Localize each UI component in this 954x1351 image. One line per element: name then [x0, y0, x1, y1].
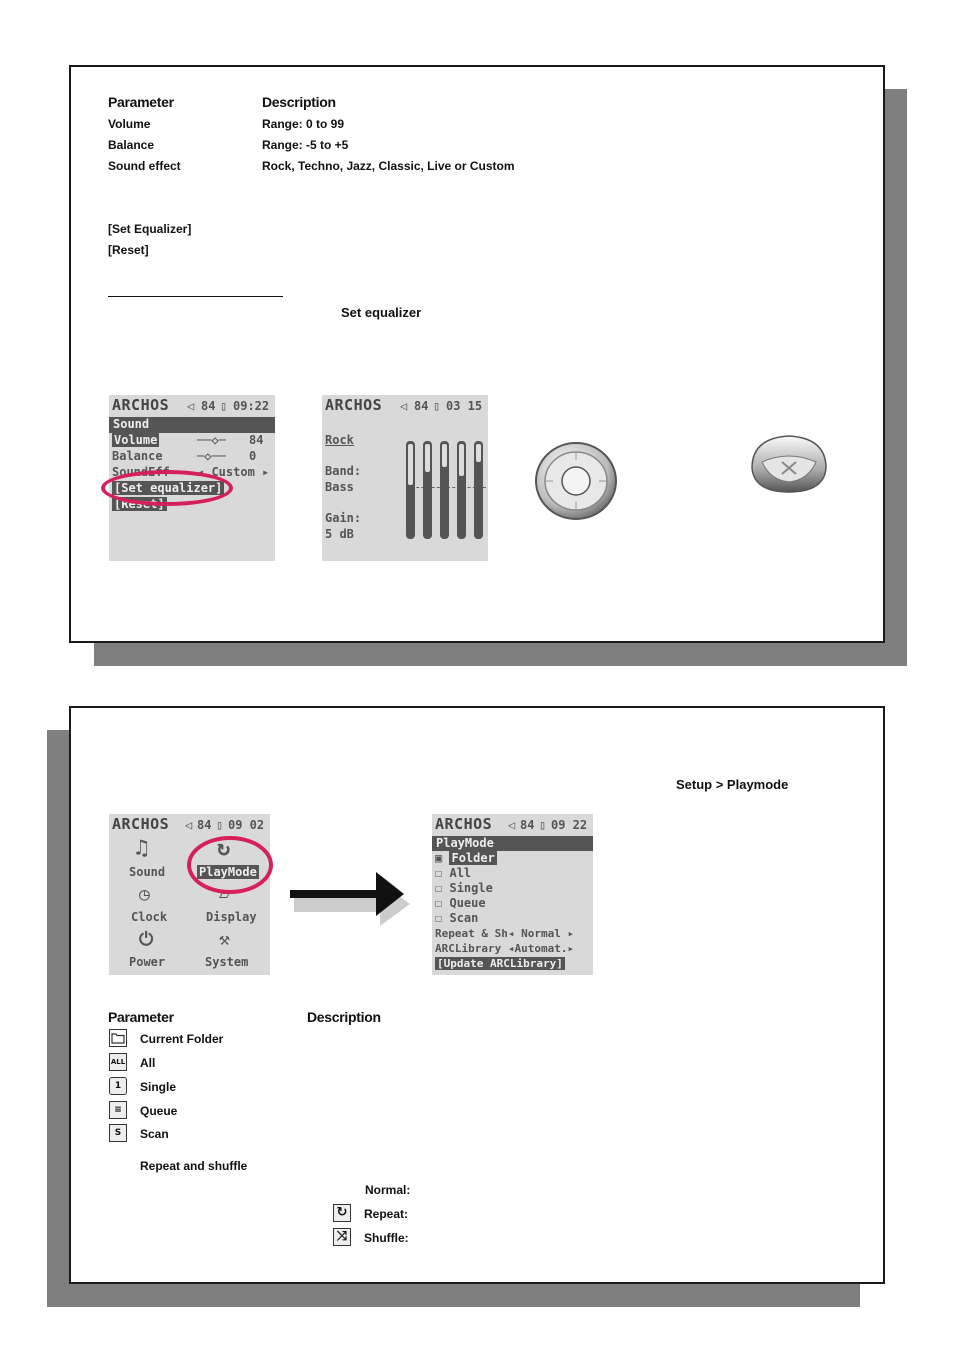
eq-band-fill	[408, 444, 413, 485]
lcd-playmode-screen	[432, 814, 593, 975]
update-arclibrary-button[interactable]: [Update ARCLibrary]	[437, 957, 563, 970]
highlight-circle	[101, 470, 233, 506]
menu-item-power[interactable]: Power	[129, 955, 166, 969]
eq-band-fill	[442, 444, 447, 467]
column-header-parameter: Parameter	[108, 1009, 174, 1025]
param-single: Single	[140, 1080, 177, 1094]
equalizer-bars	[406, 441, 486, 539]
menu-item-sound[interactable]: Sound	[129, 865, 166, 879]
eq-band-fill	[459, 444, 464, 476]
lcd-set-equalizer[interactable]: [Set equalizer]	[114, 481, 223, 495]
column-header-description: Description	[262, 94, 336, 110]
display-icon: ▱	[219, 884, 230, 905]
divider	[108, 296, 283, 297]
highlight-circle	[187, 836, 273, 894]
mode-shuffle: Shuffle:	[364, 1231, 409, 1245]
power-icon: ⏻	[139, 929, 154, 950]
param-reset: [Reset]	[108, 243, 149, 257]
volume-slider-icon: ──◇─	[197, 433, 226, 447]
lcd-band-label: Band:	[325, 464, 362, 478]
lcd-equalizer-screen	[322, 395, 488, 561]
playmode-panel	[69, 706, 885, 1284]
param-current-folder: Current Folder	[140, 1032, 224, 1046]
param-queue: Queue	[140, 1104, 178, 1118]
folder-icon	[109, 1029, 127, 1047]
balance-slider-icon: ─◇──	[197, 449, 226, 463]
lcd-time: 03 15	[446, 399, 483, 413]
queue-icon: ≡	[109, 1101, 127, 1119]
param-repeat-shuffle: Repeat and shuffle	[140, 1159, 248, 1173]
eq-band-bar[interactable]	[474, 441, 483, 539]
option-folder[interactable]: ▣ Folder	[435, 851, 495, 865]
param-sound-effect: Sound effect	[108, 159, 181, 173]
repeat-setting[interactable]: Repeat & Sh◂ Normal ▸	[435, 927, 575, 940]
speaker-icon: ◁	[400, 399, 408, 413]
eq-band-fill	[476, 444, 481, 462]
scan-icon: S	[109, 1124, 127, 1142]
battery-icon: ▯	[433, 399, 441, 413]
exit-button-icon	[748, 432, 830, 496]
checkbox-icon: ☐	[435, 911, 443, 925]
clock-icon: ◷	[139, 884, 150, 905]
menu-item-playmode[interactable]: PlayMode	[199, 865, 257, 879]
menu-item-clock[interactable]: Clock	[131, 910, 168, 924]
param-scan: Scan	[140, 1127, 169, 1141]
mode-repeat: Repeat:	[364, 1207, 409, 1221]
option-queue[interactable]: ☐ Queue	[435, 896, 486, 910]
set-equalizer-heading: Set equalizer	[341, 305, 422, 320]
column-header-parameter: Parameter	[108, 94, 174, 110]
lcd-gain-value: 5 dB	[325, 527, 354, 541]
speaker-icon: ◁	[508, 818, 516, 832]
system-tools-icon: ⚒	[219, 929, 230, 950]
lcd-gain-label: Gain:	[325, 511, 362, 525]
lcd-title-bar: Sound	[109, 417, 275, 433]
eq-band-bar[interactable]	[406, 441, 415, 539]
lcd-brand: ARCHOS	[435, 815, 493, 833]
arclibrary-setting[interactable]: ARCLibrary ◂Automat.▸	[435, 942, 575, 955]
lcd-balance-label: Balance	[112, 449, 163, 463]
lcd-volume-status: 84	[414, 399, 429, 413]
battery-icon: ▯	[539, 818, 547, 832]
lcd-volume-status: 84	[197, 818, 212, 832]
option-single[interactable]: ☐ Single	[435, 881, 493, 895]
lcd-eq-preset: Rock	[325, 433, 354, 447]
menu-item-system[interactable]: System	[205, 955, 249, 969]
joystick-icon	[533, 440, 619, 522]
battery-icon: ▯	[220, 399, 228, 413]
desc-sound-effect: Rock, Techno, Jazz, Classic, Live or Custom	[262, 159, 515, 173]
lcd-balance-value: 0	[249, 449, 257, 463]
checkbox-icon: ☐	[435, 881, 443, 895]
lcd-title-bar: PlayMode	[432, 836, 593, 851]
music-notes-icon: ♫	[135, 836, 149, 861]
lcd-effect-label: SoundEff	[112, 465, 170, 479]
speaker-icon: ◁	[187, 399, 195, 413]
checkbox-icon: ☐	[435, 866, 443, 880]
lcd-brand: ARCHOS	[325, 396, 383, 414]
menu-item-display[interactable]: Display	[206, 910, 257, 924]
eq-band-bar[interactable]	[440, 441, 449, 539]
lcd-band-value: Bass	[325, 480, 354, 494]
all-icon: ALL	[109, 1053, 127, 1071]
param-all: All	[140, 1056, 156, 1070]
checkbox-checked-icon: ▣	[435, 851, 443, 865]
lcd-volume-value: 84	[249, 433, 264, 447]
lcd-brand: ARCHOS	[112, 815, 170, 833]
breadcrumb: Setup > Playmode	[676, 777, 789, 792]
lcd-volume-label: Volume	[114, 433, 158, 447]
lcd-brand: ARCHOS	[112, 396, 170, 414]
playmode-icon: ↻	[217, 836, 231, 861]
desc-balance: Range: -5 to +5	[262, 138, 349, 152]
eq-band-bar[interactable]	[423, 441, 432, 539]
lcd-time: 09 02	[228, 818, 265, 832]
shuffle-icon: ⤨	[333, 1228, 351, 1246]
lcd-volume-status: 84	[520, 818, 535, 832]
lcd-volume-status: 84	[201, 399, 216, 413]
repeat-icon: ↻	[333, 1204, 351, 1222]
lcd-time: 09:22	[233, 399, 270, 413]
eq-band-bar[interactable]	[457, 441, 466, 539]
mode-normal: Normal:	[365, 1183, 411, 1197]
lcd-time: 09 22	[551, 818, 588, 832]
lcd-reset[interactable]: [Reset]	[114, 497, 165, 511]
param-volume: Volume	[108, 117, 151, 131]
column-header-description: Description	[307, 1009, 381, 1025]
battery-icon: ▯	[216, 818, 224, 832]
checkbox-icon: ☐	[435, 896, 443, 910]
lcd-effect-value: ◂ Custom ▸	[197, 465, 270, 479]
arrow-right-icon	[286, 866, 416, 930]
option-scan[interactable]: ☐ Scan	[435, 911, 479, 925]
param-balance: Balance	[108, 138, 155, 152]
desc-volume: Range: 0 to 99	[262, 117, 345, 131]
speaker-icon: ◁	[185, 818, 193, 832]
param-set-equalizer: [Set Equalizer]	[108, 222, 192, 236]
eq-band-fill	[425, 444, 430, 472]
option-all[interactable]: ☐ All	[435, 866, 472, 880]
single-icon: 1	[109, 1077, 127, 1095]
